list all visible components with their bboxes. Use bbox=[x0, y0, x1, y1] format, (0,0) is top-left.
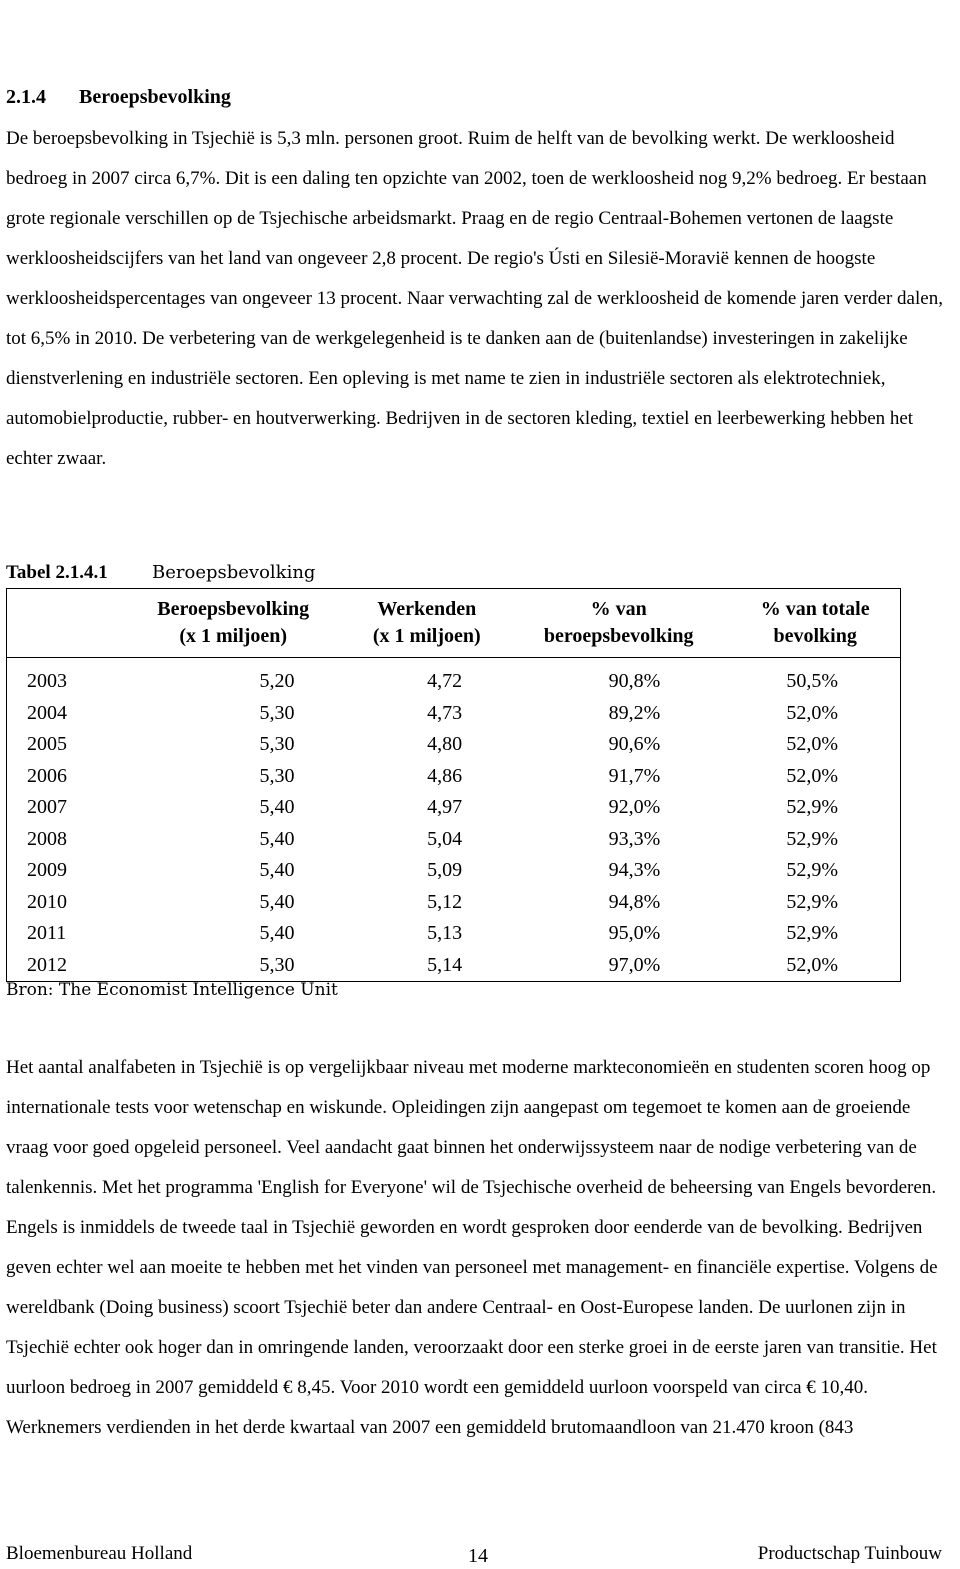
labor-force-cell: 5,30 bbox=[259, 764, 295, 787]
year-cell: 2004 bbox=[27, 701, 67, 724]
year-cell: 2007 bbox=[27, 796, 67, 819]
pct-population-cell: 52,9% bbox=[786, 796, 838, 819]
header-year bbox=[7, 589, 121, 658]
pct-labor-force-cell: 97,0% bbox=[608, 953, 661, 976]
header-pct-labor-force: % van beroepsbevolking bbox=[507, 589, 730, 658]
header-employed: Werkenden (x 1 miljoen) bbox=[346, 589, 507, 658]
pct-population-cell: 52,9% bbox=[786, 890, 838, 913]
employed-cell: 5,14 bbox=[427, 953, 463, 976]
labor-force-cell: 5,40 bbox=[259, 859, 295, 882]
page-number: 14 bbox=[468, 1545, 488, 1567]
employed-cell: 5,13 bbox=[427, 922, 463, 945]
pct-labor-force-cell: 93,3% bbox=[608, 827, 661, 850]
pct-population-cell: 52,0% bbox=[786, 733, 838, 756]
table-title: Beroepsbevolking bbox=[152, 562, 316, 583]
year-cell: 2011 bbox=[27, 922, 67, 945]
header-pct-population: % van totale bevolking bbox=[730, 589, 900, 658]
pct-labor-force-cell: 95,0% bbox=[608, 922, 661, 945]
year-cell: 2009 bbox=[27, 859, 67, 882]
employed-cell: 4,97 bbox=[427, 796, 463, 819]
section-heading bbox=[6, 86, 231, 109]
year-cell: 2005 bbox=[27, 733, 67, 756]
pct-population-cell: 52,9% bbox=[786, 922, 838, 945]
employed-cell: 4,72 bbox=[427, 670, 463, 693]
labor-force-cell: 5,30 bbox=[259, 953, 295, 976]
table-row bbox=[7, 792, 901, 824]
pct-labor-force-cell: 92,0% bbox=[608, 796, 661, 819]
pct-population-cell: 50,5% bbox=[786, 670, 838, 693]
table-row bbox=[7, 950, 901, 982]
pct-population-cell: 52,0% bbox=[786, 764, 838, 787]
footer-right: Productschap Tuinbouw bbox=[757, 1543, 942, 1564]
labor-force-table bbox=[6, 588, 901, 982]
table-row bbox=[7, 729, 901, 761]
pct-population-cell: 52,9% bbox=[786, 859, 838, 882]
pct-labor-force-cell: 94,3% bbox=[608, 859, 661, 882]
pct-labor-force-cell: 90,8% bbox=[608, 670, 661, 693]
table-header-row bbox=[7, 589, 901, 658]
table-source: Bron: The Economist Intelligence Unit bbox=[6, 980, 338, 1000]
pct-population-cell: 52,0% bbox=[786, 953, 838, 976]
table-label: Tabel 2.1.4.1 bbox=[6, 562, 108, 583]
header-labor-force: Beroepsbevolking (x 1 miljoen) bbox=[120, 589, 346, 658]
labor-force-cell: 5,40 bbox=[259, 827, 295, 850]
table-row bbox=[7, 698, 901, 730]
table-row bbox=[7, 761, 901, 793]
table-caption bbox=[6, 562, 315, 584]
section-title: Beroepsbevolking bbox=[79, 86, 231, 108]
pct-population-cell: 52,0% bbox=[786, 701, 838, 724]
pct-labor-force-cell: 91,7% bbox=[608, 764, 661, 787]
pct-population-cell: 52,9% bbox=[786, 827, 838, 850]
table-row bbox=[7, 658, 901, 698]
labor-force-cell: 5,30 bbox=[259, 701, 295, 724]
table-row bbox=[7, 887, 901, 919]
year-cell: 2010 bbox=[27, 890, 67, 913]
year-cell: 2006 bbox=[27, 764, 67, 787]
table-row bbox=[7, 824, 901, 856]
year-cell: 2012 bbox=[27, 953, 67, 976]
labor-force-cell: 5,40 bbox=[259, 922, 295, 945]
labor-force-cell: 5,20 bbox=[259, 670, 295, 693]
employed-cell: 4,73 bbox=[427, 701, 463, 724]
pct-labor-force-cell: 90,6% bbox=[608, 733, 661, 756]
employed-cell: 4,86 bbox=[427, 764, 463, 787]
employed-cell: 5,12 bbox=[427, 890, 463, 913]
labor-force-cell: 5,40 bbox=[259, 796, 295, 819]
employed-cell: 4,80 bbox=[427, 733, 463, 756]
year-cell: 2003 bbox=[27, 670, 67, 693]
education-paragraph: Het aantal analfabeten in Tsjechië is op vergelijkbaar niveau met moderne markteconomieën en studenten scoren hoog op internationale tests voor wetenschap en wiskunde. Opleidingen zijn aangepast om tegemoet te komen aan de groeiende vraag voor goed opgeleid personeel. Veel aandacht gaat binnen het onderwijssysteem naar de nodige verbetering van de talenkennis. Met het programma 'English for Everyone' wil de Tsjechische overheid de beheersing van Engels bevorderen. Engels is inmiddels de tweede taal in Tsjechië geworden en wordt gesproken door eenderde van de bevolking. Bedrijven geven echter wel aan moeite te hebben met het vinden van personeel met management- en financiële expertise. Volgens de wereldbank (Doing business) scoort Tsjechië beter dan andere Centraal- en Oost-Europese landen. De uurlonen zijn in Tsjechië echter ook hoger dan in omringende landen, veroorzaakt door een sterke groei in de eerste jaren van transitie. Het uurloon bedroeg in 2007 gemiddeld € 8,45. Voor 2010 wordt een gemiddeld uurloon voorspeld van circa € 10,40. Werknemers verdienden in het derde kwartaal van 2007 een gemiddeld brutomaandloon van 21.470 kroon (843 bbox=[6, 1057, 938, 1438]
labor-force-cell: 5,30 bbox=[259, 733, 295, 756]
employed-cell: 5,09 bbox=[427, 859, 463, 882]
pct-labor-force-cell: 94,8% bbox=[608, 890, 661, 913]
section-number: 2.1.4 bbox=[6, 86, 46, 108]
employed-cell: 5,04 bbox=[427, 827, 463, 850]
intro-paragraph: De beroepsbevolking in Tsjechië is 5,3 mln. personen groot. Ruim de helft van de bevolking werkt. De werkloosheid bedroeg in 2007 circa 6,7%. Dit is een daling ten opzichte van 2002, toen de werkloosheid nog 9,2% bedroeg. Er bestaan grote regionale verschillen op de Tsjechische arbeidsmarkt. Praag en de regio Centraal-Bohemen vertonen de laagste werkloosheidscijfers van het land van ongeveer 2,8 procent. De regio's Ústi en Silesië-Moravië kennen de hoogste werkloosheidspercentages van ongeveer 13 procent. Naar verwachting zal de werkloosheid de komende jaren verder dalen, tot 6,5% in 2010. De verbetering van de werkgelegenheid is te danken aan de (buitenlandse) investeringen in zakelijke dienstverlening en industriële sectoren. Een opleving is met name te zien in industriële sectoren als elektrotechniek, automobielproductie, rubber- en houtverwerking. Bedrijven in de sectoren kleding, textiel en leerbewerking hebben het echter zwaar. bbox=[6, 128, 943, 469]
footer-left: Bloemenbureau Holland bbox=[6, 1543, 193, 1564]
table-row bbox=[7, 918, 901, 950]
labor-force-cell: 5,40 bbox=[259, 890, 295, 913]
year-cell: 2008 bbox=[27, 827, 67, 850]
table-row bbox=[7, 855, 901, 887]
pct-labor-force-cell: 89,2% bbox=[608, 701, 661, 724]
